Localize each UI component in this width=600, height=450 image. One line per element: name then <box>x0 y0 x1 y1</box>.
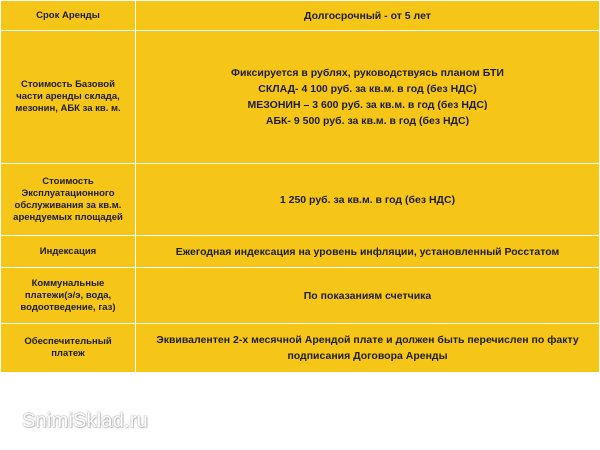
table-row <box>1 31 600 164</box>
value-line: Фиксируется в рублях, руководствуясь планом БТИ <box>231 67 504 79</box>
row-label-base-rent: Стоимость Базовой части аренды склада, мезонин, АБК за кв. м. <box>1 31 136 164</box>
row-label-utilities: Коммунальные платежи(э/э, вода, водоотведение, газ) <box>1 268 136 324</box>
row-label-security-deposit: Обеспечительный платеж <box>1 324 136 373</box>
row-label-lease-term: Срок Аренды <box>1 1 136 31</box>
row-value-utilities <box>136 268 600 324</box>
value-line: АБК- 9 500 руб. за кв.м. в год (без НДС) <box>265 115 470 127</box>
row-label-maintenance: Стоимость Эксплуатационного обслуживания за кв.м. арендуемых площадей <box>1 164 136 236</box>
table-row <box>1 268 600 324</box>
table-row <box>1 236 600 268</box>
value-line: По показаниям счетчика <box>303 289 432 302</box>
table-row <box>1 324 600 373</box>
value-line: СКЛАД- 4 100 руб. за кв.м. в год (без НДС) <box>258 83 477 95</box>
value-line: Ежегодная индексация на уровень инфляции, установленный Росстатом <box>175 245 560 258</box>
value-line: 1 250 руб. за кв.м. в год (без НДС) <box>279 193 456 206</box>
row-value-base-rent <box>136 31 600 164</box>
row-label-indexation: Индексация <box>1 236 136 268</box>
value-line: подписания Договора Аренды <box>287 350 448 362</box>
value-line: Долгосрочный - от 5 лет <box>304 9 431 22</box>
row-value-indexation <box>136 236 600 268</box>
site-watermark: SnimiSklad.ru <box>22 410 148 432</box>
value-line: Эквивалентен 2-х месячной Арендой плате и должен быть перечислен по факту <box>156 334 579 346</box>
value-line: МЕЗОНИН – 3 600 руб. за кв.м. в год (без НДС) <box>247 99 488 111</box>
table-row <box>1 164 600 236</box>
row-value-security-deposit <box>136 324 600 373</box>
table-row <box>1 1 600 31</box>
row-value-maintenance <box>136 164 600 236</box>
row-value-lease-term <box>136 1 600 31</box>
